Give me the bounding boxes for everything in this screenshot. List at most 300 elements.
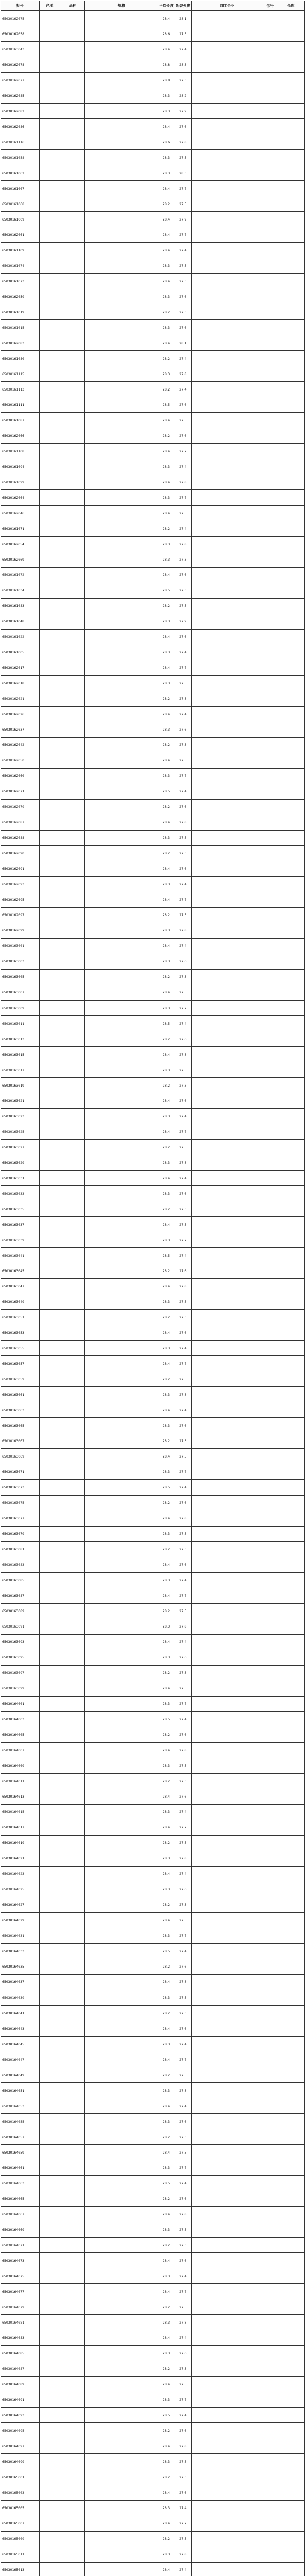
length-cell: 28.2 [158,2469,175,2485]
spec-cell [85,675,158,691]
company-cell [192,1495,263,1511]
lot-cell: 65030164071 [1,2238,40,2253]
code-cell [263,567,277,583]
code-cell [263,521,277,536]
length-cell: 28.3 [158,320,175,335]
warehouse-cell [277,289,304,304]
warehouse-cell [277,1789,304,1804]
company-cell [192,351,263,366]
warehouse-cell [277,737,304,753]
table-row [1,1526,305,1541]
spec-cell [85,1851,158,1866]
strength-cell: 27.6 [175,799,191,815]
lot-cell: 65030162069 [1,552,40,567]
grade-cell [60,2438,85,2454]
lot-cell: 65030161007 [1,181,40,196]
origin-cell [39,2408,60,2423]
company-cell [192,799,263,815]
company-cell [192,119,263,134]
lot-cell: 65030161048 [1,614,40,629]
grade-cell [60,737,85,753]
spec-cell [85,1217,158,1232]
grade-cell [60,753,85,768]
spec-cell [85,1943,158,1959]
warehouse-cell [277,799,304,815]
length-cell: 28.3 [158,490,175,505]
strength-cell: 27.5 [175,1140,191,1155]
company-cell [192,1047,263,1062]
spec-cell [85,2129,158,2145]
origin-cell [39,1990,60,2006]
spec-cell [85,1959,158,1974]
table-row [1,1449,305,1464]
strength-cell: 27.4 [175,1248,191,1263]
strength-cell: 27.5 [175,413,191,428]
table-row [1,1109,305,1124]
length-cell: 28.4 [158,1588,175,1603]
grade-cell [60,598,85,614]
lot-cell: 65030164019 [1,1835,40,1851]
code-cell [263,691,277,706]
spec-cell [85,11,158,26]
code-cell [263,2438,277,2454]
length-cell: 28.6 [158,134,175,150]
grade-cell [60,2454,85,2469]
warehouse-cell [277,1464,304,1480]
warehouse-cell [277,1078,304,1093]
warehouse-cell [277,1201,304,1217]
strength-cell: 27.8 [175,2547,191,2562]
spec-cell [85,1557,158,1572]
length-cell: 28.3 [158,1851,175,1866]
warehouse-cell [277,645,304,660]
spec-cell [85,1371,158,1387]
origin-cell [39,227,60,243]
code-cell [263,2191,277,2207]
length-cell: 28.4 [158,474,175,490]
warehouse-cell [277,1480,304,1495]
lot-cell: 65030165013 [1,2562,40,2576]
lot-cell: 65030164029 [1,1912,40,1928]
origin-cell [39,1171,60,1186]
lot-cell: 65030165005 [1,2500,40,2516]
length-cell: 28.4 [158,2253,175,2268]
origin-cell [39,768,60,784]
table-row [1,660,305,675]
spec-cell [85,907,158,923]
lot-cell: 65030163025 [1,1124,40,1140]
grade-cell [60,815,85,830]
grade-cell [60,304,85,320]
code-cell [263,2083,277,2098]
origin-cell [39,845,60,861]
warehouse-cell [277,2547,304,2562]
warehouse-cell [277,660,304,675]
origin-cell [39,2083,60,2098]
spec-cell [85,598,158,614]
origin-cell [39,196,60,212]
table-row [1,428,305,444]
length-cell: 28.2 [158,1495,175,1511]
warehouse-cell [277,2021,304,2037]
code-cell [263,2408,277,2423]
code-cell [263,2037,277,2052]
length-cell: 28.3 [158,552,175,567]
spec-cell [85,181,158,196]
origin-cell [39,567,60,583]
company-cell [192,1217,263,1232]
code-cell [263,274,277,289]
grade-cell [60,1232,85,1248]
grade-cell [60,861,85,876]
spec-cell [85,2454,158,2469]
strength-cell: 27.7 [175,660,191,675]
table-row [1,907,305,923]
length-cell: 28.4 [158,1681,175,1696]
length-cell: 28.4 [158,1356,175,1371]
company-cell [192,1711,263,1727]
spec-cell [85,737,158,753]
length-cell: 28.3 [158,1109,175,1124]
strength-cell: 27.5 [175,2299,191,2315]
warehouse-cell [277,2454,304,2469]
lot-cell: 65030161099 [1,474,40,490]
origin-cell [39,57,60,73]
warehouse-cell [277,1681,304,1696]
origin-cell [39,1248,60,1263]
grade-cell [60,1696,85,1711]
warehouse-cell [277,1232,304,1248]
origin-cell [39,2067,60,2083]
length-cell: 28.3 [158,1758,175,1773]
spec-cell [85,2098,158,2114]
strength-cell: 27.7 [175,1232,191,1248]
grade-cell [60,1279,85,1294]
code-cell [263,1356,277,1371]
warehouse-cell [277,768,304,784]
spec-cell [85,1634,158,1650]
grade-cell [60,490,85,505]
grade-cell [60,1371,85,1387]
grade-cell [60,2408,85,2423]
spec-cell [85,165,158,181]
length-cell: 28.3 [158,258,175,274]
company-cell [192,1201,263,1217]
lot-cell: 65030163063 [1,1402,40,1418]
lot-cell: 65030164075 [1,2268,40,2284]
table-row [1,1789,305,1804]
lot-cell: 65030164095 [1,2423,40,2438]
origin-cell [39,2469,60,2485]
warehouse-cell [277,2176,304,2191]
spec-cell [85,2330,158,2346]
grade-cell [60,1402,85,1418]
length-cell: 28.4 [158,1912,175,1928]
grade-cell [60,2253,85,2268]
table-row [1,629,305,645]
lot-cell: 65030162042 [1,737,40,753]
company-cell [192,815,263,830]
lot-cell: 65030164051 [1,2083,40,2098]
origin-cell [39,1727,60,1742]
grade-cell [60,1912,85,1928]
warehouse-cell [277,985,304,1000]
code-cell [263,1603,277,1619]
col-header-lot: 批号 [1,1,40,11]
lot-cell: 65030164007 [1,1742,40,1758]
grade-cell [60,212,85,227]
spec-cell [85,1897,158,1912]
warehouse-cell [277,2469,304,2485]
lot-cell: 65030162066 [1,428,40,444]
warehouse-cell [277,954,304,969]
lot-cell: 65030164049 [1,2067,40,2083]
warehouse-cell [277,2083,304,2098]
spec-cell [85,413,158,428]
spec-cell [85,2207,158,2222]
spec-cell [85,706,158,722]
code-cell [263,1495,277,1511]
strength-cell: 27.6 [175,722,191,737]
grade-cell [60,2377,85,2392]
company-cell [192,1325,263,1341]
lot-cell: 65030163079 [1,1526,40,1541]
spec-cell [85,1603,158,1619]
lot-cell: 65030164091 [1,2392,40,2408]
lot-cell: 65030164039 [1,1990,40,2006]
company-cell [192,26,263,42]
warehouse-cell [277,1727,304,1742]
code-cell [263,42,277,57]
lot-cell: 65030164057 [1,2129,40,2145]
warehouse-cell [277,1248,304,1263]
code-cell [263,2098,277,2114]
lot-cell: 65030164011 [1,1773,40,1789]
code-cell [263,104,277,119]
company-cell [192,1356,263,1371]
spec-cell [85,1541,158,1557]
company-cell [192,675,263,691]
spec-cell [85,42,158,57]
spec-cell [85,2145,158,2160]
strength-cell: 27.4 [175,2268,191,2284]
origin-cell [39,444,60,459]
company-cell [192,2346,263,2361]
company-cell [192,397,263,413]
company-cell [192,1341,263,1356]
grade-cell [60,521,85,536]
lot-cell: 65030164047 [1,2052,40,2067]
length-cell: 28.2 [158,1603,175,1619]
warehouse-cell [277,26,304,42]
spec-cell [85,243,158,258]
warehouse-cell [277,614,304,629]
code-cell [263,2346,277,2361]
warehouse-cell [277,73,304,88]
spec-cell [85,815,158,830]
lot-cell: 65030164053 [1,2098,40,2114]
code-cell [263,583,277,598]
code-cell [263,1171,277,1186]
warehouse-cell [277,2222,304,2238]
company-cell [192,1804,263,1820]
table-row [1,614,305,629]
origin-cell [39,2423,60,2438]
warehouse-cell [277,2531,304,2547]
length-cell: 28.3 [158,104,175,119]
company-cell [192,1897,263,1912]
table-row [1,1016,305,1031]
table-row [1,2006,305,2021]
spec-cell [85,583,158,598]
origin-cell [39,474,60,490]
company-cell [192,1016,263,1031]
grade-cell [60,1820,85,1835]
length-cell: 28.2 [158,2006,175,2021]
grade-cell [60,675,85,691]
strength-cell: 27.4 [175,1341,191,1356]
table-row [1,1959,305,1974]
grade-cell [60,1263,85,1279]
code-cell [263,2562,277,2576]
origin-cell [39,675,60,691]
warehouse-cell [277,42,304,57]
grade-cell [60,1650,85,1665]
lot-cell: 65030161094 [1,459,40,474]
lot-cell: 65030164069 [1,2222,40,2238]
warehouse-cell [277,1897,304,1912]
lot-cell: 65030162082 [1,104,40,119]
origin-cell [39,1109,60,1124]
strength-cell: 27.7 [175,2516,191,2531]
strength-cell: 27.3 [175,969,191,985]
length-cell: 28.4 [158,2284,175,2299]
company-cell [192,1650,263,1665]
grade-cell [60,784,85,799]
code-cell [263,2454,277,2469]
warehouse-cell [277,1511,304,1526]
warehouse-cell [277,119,304,134]
warehouse-cell [277,1279,304,1294]
length-cell: 28.4 [158,2330,175,2346]
strength-cell: 27.5 [175,1217,191,1232]
table-row [1,1155,305,1171]
length-cell: 28.2 [158,799,175,815]
lot-cell: 65030164025 [1,1882,40,1897]
length-cell: 28.4 [158,985,175,1000]
warehouse-cell [277,938,304,954]
warehouse-cell [277,2346,304,2361]
strength-cell: 27.4 [175,1634,191,1650]
strength-cell: 27.6 [175,2191,191,2207]
col-header-grade: 品种 [60,1,85,11]
company-cell [192,1464,263,1480]
code-cell [263,2330,277,2346]
company-cell [192,1093,263,1109]
origin-cell [39,1325,60,1341]
length-cell: 28.4 [158,1171,175,1186]
company-cell [192,1078,263,1093]
table-row [1,474,305,490]
length-cell: 28.3 [158,1804,175,1820]
lot-cell: 65030163081 [1,1541,40,1557]
code-cell [263,768,277,784]
company-cell [192,11,263,26]
length-cell: 28.3 [158,1882,175,1897]
spec-cell [85,876,158,892]
spec-cell [85,2485,158,2500]
origin-cell [39,212,60,227]
spec-cell [85,150,158,165]
company-cell [192,1696,263,1711]
table-row [1,1773,305,1789]
lot-cell: 65030162071 [1,784,40,799]
lot-cell: 65030161072 [1,567,40,583]
code-cell [263,675,277,691]
code-cell [263,165,277,181]
company-cell [192,150,263,165]
origin-cell [39,150,60,165]
lot-cell: 65030162075 [1,11,40,26]
table-row [1,1897,305,1912]
length-cell: 28.4 [158,629,175,645]
strength-cell: 27.6 [175,2253,191,2268]
length-cell: 28.3 [158,1062,175,1078]
company-cell [192,2531,263,2547]
length-cell: 28.2 [158,2531,175,2547]
lot-cell: 65030162090 [1,845,40,861]
length-cell: 28.4 [158,1402,175,1418]
spec-cell [85,104,158,119]
table-row [1,150,305,165]
strength-cell: 27.3 [175,1897,191,1912]
company-cell [192,1140,263,1155]
strength-cell: 27.5 [175,985,191,1000]
length-cell: 28.2 [158,1541,175,1557]
origin-cell [39,1356,60,1371]
strength-cell: 27.9 [175,614,191,629]
warehouse-cell [277,923,304,938]
strength-cell: 27.8 [175,923,191,938]
warehouse-cell [277,1866,304,1882]
company-cell [192,1974,263,1990]
lot-cell: 65030161115 [1,366,40,382]
table-row [1,1062,305,1078]
code-cell [263,335,277,351]
col-header-warehouse: 仓库 [277,1,304,11]
length-cell: 28.4 [158,1820,175,1835]
spec-cell [85,2067,158,2083]
lot-cell: 65030164067 [1,2207,40,2222]
grade-cell [60,1572,85,1588]
grade-cell [60,104,85,119]
lot-cell: 65030164081 [1,2315,40,2330]
warehouse-cell [277,2268,304,2284]
code-cell [263,1402,277,1418]
strength-cell: 27.8 [175,2207,191,2222]
length-cell: 28.5 [158,397,175,413]
company-cell [192,2083,263,2098]
grade-cell [60,1866,85,1882]
length-cell: 28.4 [158,11,175,26]
spec-cell [85,1727,158,1742]
spec-cell [85,861,158,876]
company-cell [192,2037,263,2052]
company-cell [192,1928,263,1943]
code-cell [263,2361,277,2377]
origin-cell [39,1943,60,1959]
origin-cell [39,320,60,335]
